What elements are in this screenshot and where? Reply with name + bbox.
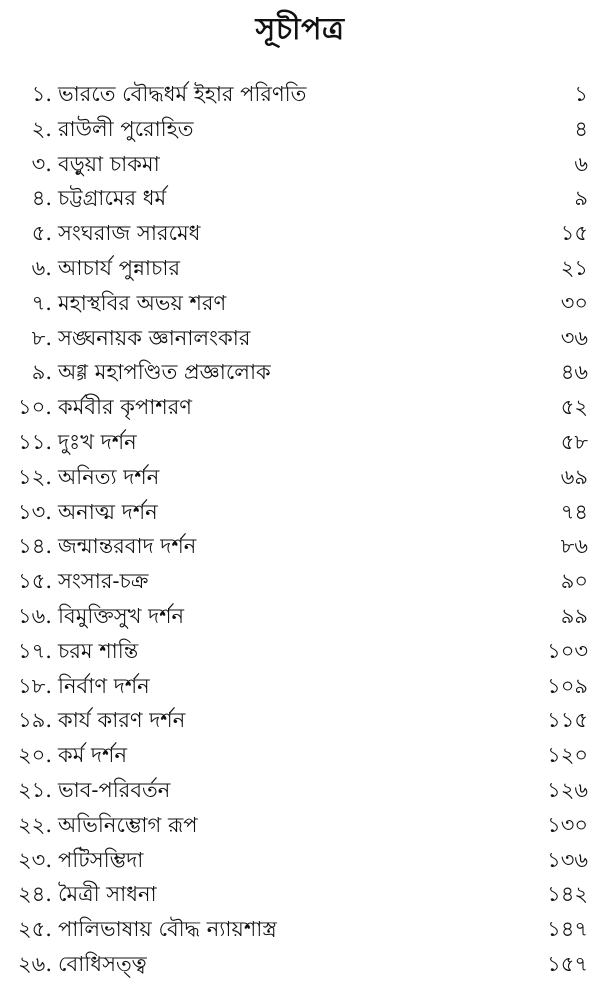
- toc-entry-number: ১৬.: [18, 603, 52, 628]
- toc-entry-number: ২২.: [18, 812, 52, 837]
- toc-entry-title: অভিনিম্ভোগ রূপ: [58, 812, 198, 837]
- toc-entry: [0, 425, 600, 460]
- toc-entry: [0, 321, 600, 356]
- table-of-contents: [0, 77, 600, 982]
- toc-entry-number: ১৭.: [18, 638, 52, 663]
- toc-entry-number: ৯.: [31, 360, 52, 385]
- toc-entry: [0, 216, 600, 251]
- toc-entry-page-number: ৬৯: [560, 464, 588, 489]
- toc-entry-number: ১৯.: [18, 708, 52, 733]
- toc-entry: [0, 251, 600, 286]
- toc-entry-title: দুঃখ দর্শন: [58, 429, 137, 454]
- toc-entry-title: বোধিসত্ত্ব: [58, 951, 147, 976]
- toc-entry-page-number: ৫২: [560, 395, 588, 420]
- toc-entry-title: আচার্য পুন্নাচার: [58, 255, 180, 280]
- toc-entry-page-number: ৬: [574, 151, 588, 176]
- toc-entry: [0, 877, 600, 912]
- toc-entry: [0, 460, 600, 495]
- toc-entry: [0, 843, 600, 878]
- toc-entry-page-number: ১২৬: [547, 777, 588, 802]
- toc-entry: [0, 390, 600, 425]
- toc-entry-page-number: ১৩৬: [547, 847, 588, 872]
- toc-entry-title: সঙ্ঘনায়ক জ্ঞানালংকার: [58, 325, 251, 350]
- toc-entry-page-number: ১০৯: [547, 673, 588, 698]
- toc-entry: [0, 147, 600, 182]
- toc-entry-title: পালিভাষায় বৌদ্ধ ন্যায়শাস্ত্র: [58, 917, 277, 942]
- toc-entry-title: মহাস্থবির অভয় শরণ: [58, 290, 227, 315]
- toc-entry-page-number: ১৪৭: [547, 917, 588, 942]
- toc-entry-page-number: ৪৬: [560, 360, 588, 385]
- toc-entry-page-number: ৯০: [560, 569, 588, 594]
- toc-entry-page-number: ১১৫: [547, 708, 588, 733]
- toc-entry-page-number: ১২০: [547, 743, 588, 768]
- toc-entry: [0, 738, 600, 773]
- toc-entry-title: বিমুক্তিসুখ দর্শন: [58, 603, 185, 628]
- toc-entry-number: ১৩.: [18, 499, 52, 524]
- toc-entry-number: ১.: [31, 82, 52, 106]
- toc-entry-title: অগ্গ মহাপণ্ডিত প্রজ্ঞালোক: [58, 360, 271, 385]
- toc-entry-title: ভারতে বৌদ্ধধর্ম ইহার পরিণতি: [58, 82, 307, 106]
- toc-entry-number: ২৪.: [18, 882, 52, 907]
- toc-entry-number: ২৬.: [18, 951, 52, 976]
- toc-entry-title: রাউলী পুরোহিত: [58, 116, 194, 141]
- toc-entry-number: ২৫.: [18, 917, 52, 942]
- toc-entry-page-number: ৯৯: [560, 603, 588, 628]
- toc-entry: [0, 912, 600, 947]
- toc-entry-title: চট্টগ্রামের ধর্ম: [58, 186, 167, 211]
- toc-entry-title: সংঘরাজ সারমেধ: [58, 221, 201, 246]
- toc-entry: [0, 947, 600, 982]
- toc-entry-page-number: ১৫: [560, 221, 588, 246]
- toc-entry-page-number: ৩০: [560, 290, 588, 315]
- toc-entry: [0, 599, 600, 634]
- toc-entry-page-number: ১০৩: [547, 638, 588, 663]
- toc-entry: [0, 669, 600, 704]
- toc-entry-title: জন্মান্তরবাদ দর্শন: [58, 534, 197, 559]
- toc-entry-title: বড়ুয়া চাকমা: [58, 151, 160, 176]
- toc-entry-number: ৭.: [31, 290, 52, 315]
- toc-entry: [0, 808, 600, 843]
- toc-entry: [0, 564, 600, 599]
- toc-entry-title: পটিসম্ভিদা: [58, 847, 144, 872]
- toc-entry: [0, 529, 600, 564]
- toc-entry: [0, 495, 600, 530]
- toc-entry-page-number: ১: [574, 82, 588, 106]
- toc-entry-number: ১১.: [18, 429, 52, 454]
- toc-entry-number: ১৫.: [18, 569, 52, 594]
- toc-entry-page-number: ১৪২: [547, 882, 588, 907]
- toc-entry-title: নির্বাণ দর্শন: [58, 673, 150, 698]
- toc-entry: [0, 286, 600, 321]
- toc-entry-title: ভাব-পরিবর্তন: [58, 777, 171, 802]
- toc-entry: [0, 77, 600, 112]
- toc-entry: [0, 181, 600, 216]
- toc-entry-number: ২০.: [18, 743, 52, 768]
- toc-entry-title: মৈত্রী সাধনা: [58, 882, 157, 907]
- toc-entry-number: ২.: [31, 116, 52, 141]
- toc-entry-number: ১২.: [18, 464, 52, 489]
- toc-entry-number: ৬.: [31, 255, 52, 280]
- toc-entry-page-number: ৫৮: [560, 429, 588, 454]
- toc-entry-number: ২১.: [18, 777, 52, 802]
- toc-entry: [0, 773, 600, 808]
- toc-entry: [0, 355, 600, 390]
- toc-entry: [0, 112, 600, 147]
- toc-entry-number: ৩.: [31, 151, 52, 176]
- toc-entry-number: ২৩.: [18, 847, 52, 872]
- toc-entry-number: ৮.: [31, 325, 52, 350]
- toc-entry-title: চরম শান্তি: [58, 638, 139, 663]
- toc-entry-title: সংসার-চক্র: [58, 569, 149, 594]
- page-title: সূচীপত্র: [255, 12, 345, 47]
- toc-entry-number: ১৮.: [18, 673, 52, 698]
- toc-entry-page-number: ১৫৭: [547, 951, 588, 976]
- toc-entry-title: অনিত্য দর্শন: [58, 464, 160, 489]
- toc-entry-page-number: ৮৬: [560, 534, 588, 559]
- toc-entry-page-number: ২১: [560, 255, 588, 280]
- toc-entry: [0, 703, 600, 738]
- toc-entry-number: ১৪.: [18, 534, 52, 559]
- toc-entry-page-number: ৭৪: [560, 499, 588, 524]
- toc-entry-title: কর্মবীর কৃপাশরণ: [58, 395, 192, 420]
- toc-entry-title: কর্ম দর্শন: [58, 743, 128, 768]
- toc-entry-page-number: ৯: [574, 186, 588, 211]
- toc-entry-page-number: ১৩০: [547, 812, 588, 837]
- toc-entry-page-number: ৩৬: [560, 325, 588, 350]
- toc-entry-number: ৪.: [31, 186, 52, 211]
- toc-entry-title: অনাত্ম দর্শন: [58, 499, 158, 524]
- toc-entry-page-number: ৪: [574, 116, 588, 141]
- toc-entry-title: কার্য কারণ দর্শন: [58, 708, 186, 733]
- toc-entry: [0, 634, 600, 669]
- toc-entry-number: ১০.: [18, 395, 52, 420]
- toc-entry-number: ৫.: [31, 221, 52, 246]
